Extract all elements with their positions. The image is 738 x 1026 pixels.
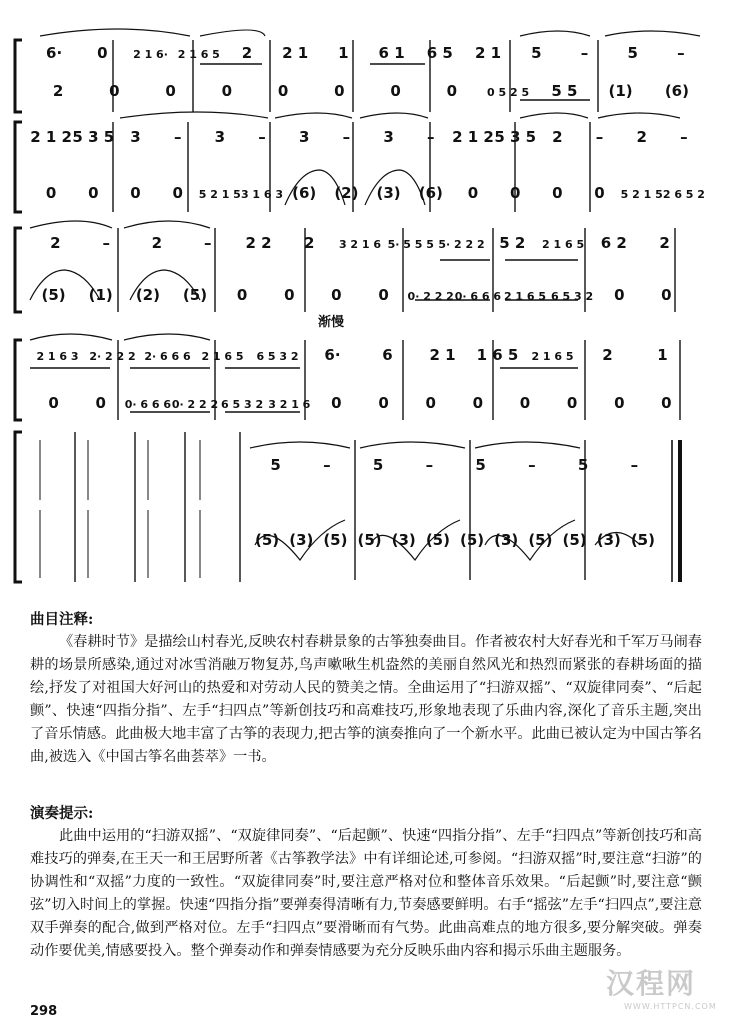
- score-row2-lower-token: 0: [88, 184, 99, 202]
- score-row3-upper-token: 5· 2 2 2: [438, 238, 485, 251]
- watermark: [606, 962, 718, 1011]
- score-row5-upper-token: –: [528, 456, 536, 474]
- score-row5-lower-token: (5): [425, 531, 450, 549]
- tips-heading: 演奏提示:: [30, 805, 94, 822]
- score-row2-lower-token: 0: [467, 184, 479, 202]
- score-row2-upper-token: –: [680, 128, 688, 146]
- score-row5-lower-token: (3): [494, 531, 519, 549]
- score-row4-upper-token: 2 1 6 5: [201, 350, 244, 363]
- score-row4-upper-token: 2 1 6 3: [36, 350, 79, 363]
- score-row1-upper-token: 5: [627, 44, 638, 62]
- score-row1-lower-token: (1): [608, 82, 633, 100]
- score-row1-lower-token: 0: [390, 82, 401, 100]
- score-row4-upper-token: 1: [657, 346, 668, 364]
- score-row4-upper-token: 2· 6 6 6: [144, 350, 191, 363]
- score-row2-upper-token: 2: [552, 128, 563, 146]
- score-row3-lower-token: (5): [182, 286, 208, 304]
- score-row2-upper-token: –: [173, 128, 182, 146]
- score-row1-upper-token: 1: [338, 44, 349, 62]
- score-row1-lower-token: 0 5 2 5: [487, 86, 530, 99]
- score-row2-lower-token: 0: [594, 184, 605, 202]
- score-row5-upper-token: 5: [577, 456, 589, 474]
- score-row5-lower-token: (3): [596, 531, 621, 549]
- score-row5-lower-token: (5): [357, 531, 382, 549]
- score-row4-upper-token: 2: [602, 346, 613, 364]
- score-row2-upper-token: 2: [636, 128, 647, 146]
- score-row3-upper-token: 3 2 1 6: [338, 238, 382, 251]
- score-row2-lower-token: (3): [376, 184, 401, 202]
- score-row5-upper-token: –: [323, 456, 331, 474]
- score-row1-lower-token: 0: [277, 82, 289, 100]
- score-row2-lower-token: 0: [552, 184, 563, 202]
- score-row4-lower-token: 0: [519, 394, 531, 412]
- score-row5-upper-token: 5: [475, 456, 486, 474]
- score-row1-lower-token: 0: [221, 82, 233, 100]
- score-row4-lower-token: 0· 2 2 2: [171, 398, 219, 411]
- score-row1-lower-token: (6): [664, 82, 689, 100]
- score-row3-lower-token: (2): [135, 286, 160, 304]
- score-row4-lower-token: 0: [48, 394, 59, 412]
- score-row3-upper-token: 5 2: [499, 234, 526, 252]
- score-row2-upper-token: –: [427, 128, 435, 146]
- score-row3-lower-token: (1): [88, 286, 113, 304]
- score-row4-upper-token: 2 1 6 5: [531, 350, 574, 363]
- score-row2-lower-token: 0: [45, 184, 57, 202]
- score-row1-upper-token: 2: [241, 44, 253, 62]
- score-row3-lower-token: 0: [378, 286, 389, 304]
- score-row3-upper-token: 2: [50, 234, 61, 252]
- score-row4-lower-token: 0: [472, 394, 484, 412]
- notes-body: 《春耕时节》是描绘山村春光,反映农村春耕景象的古筝独奏曲目。作者被农村大好春光和千军万马闹春耕的场景所感染,通过对冰雪消融万物复苏,鸟声嗽啾生机盎然的美丽自然风光和热烈而紧张的春耕场面的描绘,抒发了对祖国大好河山的热爱和对劳动人民的赞美之情。全曲运用了“扫游双摇”、“双旋律同奏”、“后起颤”、快速“四指分指”、左手“扫四点”等新创技巧和高难技巧,形象地表现了乐曲内容,深化了音乐主题,突出了音乐情感。此曲极大地丰富了古筝的表现力,把古筝的演奏推向了一个新水平。此曲已被认定为中国古筝名曲,被选入《中国古筝名曲荟萃》一书。: [30, 634, 702, 765]
- score-row2-upper-token: 3: [383, 128, 394, 146]
- watermark-title: 汉程网: [606, 967, 697, 1000]
- score-row3-upper-token: 2: [659, 234, 670, 252]
- score-row1-upper-token: 2 1: [282, 44, 309, 62]
- score-row2-lower-token: 5 2 1 5: [620, 188, 663, 201]
- score-row1-upper-token: –: [580, 44, 589, 62]
- score-row1-upper-token: –: [677, 44, 685, 62]
- score-row2-upper-token: 5 3 5: [72, 128, 115, 146]
- score-row3-lower-token: (5): [41, 286, 66, 304]
- score-row1-upper-token: 0: [97, 44, 108, 62]
- score-row1-upper-token: 6·: [46, 44, 63, 62]
- score-row5-upper-token: –: [630, 456, 639, 474]
- score-row4-lower-token: 0: [378, 394, 389, 412]
- score-row5-lower-token: (3): [289, 531, 314, 549]
- score-row3-upper-token: 2 1 6 5: [542, 238, 585, 251]
- score-row1-upper-token: 6 1: [378, 44, 405, 62]
- score-row4-lower-token: 3 2 1 6: [268, 398, 311, 411]
- score-row3-upper-token: –: [102, 234, 110, 252]
- score-row5-lower-token: (5): [323, 531, 348, 549]
- notes-section: [30, 608, 702, 769]
- score-row1-lower-token: 0: [109, 82, 120, 100]
- score-row3-lower-token: 0· 2 2 2: [407, 290, 454, 303]
- score-row2-lower-token: 2 6 5 2: [662, 188, 705, 201]
- watermark-url: WWW.HTTPCN.COM: [624, 1002, 717, 1011]
- score-row2-upper-token: 2 1 2: [30, 128, 72, 146]
- score-row4-lower-token: 0: [331, 394, 342, 412]
- score-row2-upper-token: 2 1 2: [452, 128, 494, 146]
- score-row3-lower-token: 6 5 3 2: [551, 290, 594, 303]
- score-row3-upper-token: 2: [151, 234, 163, 252]
- score-row3-upper-token: 2 2: [245, 234, 272, 252]
- score-row2-upper-token: –: [258, 128, 266, 146]
- score-row3-lower-token: 0: [284, 286, 295, 304]
- score-row2-upper-token: –: [342, 128, 351, 146]
- score-row2-lower-token: (2): [334, 184, 359, 202]
- score-row1-lower-token: 0: [334, 82, 345, 100]
- tips-section: [30, 802, 702, 963]
- score-row3-lower-token: 0: [236, 286, 248, 304]
- score-row1-lower-token: 5 5: [551, 82, 578, 100]
- score-row2-lower-token: 0: [509, 184, 521, 202]
- score-row3-lower-token: 2 1 6 5: [503, 290, 547, 303]
- tempo-marking: 渐慢: [318, 315, 345, 330]
- score-row2-lower-token: 0: [130, 184, 141, 202]
- score-row5-lower-token: (5): [630, 531, 655, 549]
- score-row1-upper-token: 2 1 6·: [133, 48, 168, 61]
- page-number: 298: [30, 1004, 58, 1019]
- score-row1-upper-token: 2 1: [474, 44, 502, 62]
- score-row2-upper-token: 3: [214, 128, 226, 146]
- score-row3-upper-token: 2: [303, 234, 315, 252]
- score-row1-upper-token: 5: [531, 44, 542, 62]
- score-row4-lower-token: 0· 6 6 6: [124, 398, 172, 411]
- score-row4-upper-token: 2 1: [429, 346, 456, 364]
- score-row1-lower-token: 0: [446, 82, 458, 100]
- score-row2-upper-token: 5 3 5: [494, 128, 537, 146]
- score-row5-upper-token: –: [425, 456, 434, 474]
- score-row3-lower-token: 0· 6 6 6: [454, 290, 502, 303]
- score-row4-upper-token: 6: [382, 346, 393, 364]
- notes-heading: 曲目注释:: [30, 611, 94, 628]
- score-row2-upper-token: –: [595, 128, 604, 146]
- score-row5-lower-token: (5): [255, 531, 280, 549]
- score-row3-lower-token: 0: [614, 286, 625, 304]
- score-row4-lower-token: 0: [425, 394, 436, 412]
- score-row5-lower-token: (5): [528, 531, 553, 549]
- score-row4-upper-token: 2· 2 2 2: [89, 350, 136, 363]
- score-row4-lower-token: 0: [661, 394, 672, 412]
- tips-body: 此曲中运用的“扫游双摇”、“双旋律同奏”、“后起颤”、快速“四指分指”、左手“扫四点”等新创技巧和高难技巧的弹奏,在王天一和王居野所著《古筝教学法》中有详细论述,可参阅。“扫游双摇”时,要注意“扫游”的协调性和“双摇”力度的一致性。“双旋律同奏”时,要注意严格对位和整体音乐效果。“后起颤”时,要注意“颤弦”切入时间上的掌握。快速“四指分指”要弹奏得清晰有力,节奏感要鲜明。右手“摇弦”左手“扫四点”,要注意双手弹奏的配合,做到严格对位。左手“扫四点”要滑晰而有气势。此曲高难点的地方很多,要分解突破。弹奏动作要优美,情感要投入。整个弹奏动作和弹奏情感要为充分反映乐曲内容和揭示乐曲主题服务。: [30, 828, 702, 959]
- score-row3-lower-token: 0: [661, 286, 672, 304]
- score-row2-lower-token: 3 1 6 3: [240, 188, 284, 201]
- score-row2-upper-token: 3: [298, 128, 310, 146]
- score-row4-lower-token: 6 5 3 2: [221, 398, 264, 411]
- score-row1-lower-token: 0: [165, 82, 176, 100]
- score-row4-upper-token: 6 5 3 2: [256, 350, 299, 363]
- score-row2-lower-token: 0: [172, 184, 183, 202]
- score-row5-lower-token: (5): [562, 531, 587, 549]
- score-row4-lower-token: 0: [566, 394, 578, 412]
- score-row2-lower-token: (6): [418, 184, 443, 202]
- score-row1-upper-token: 6 5: [426, 44, 453, 62]
- score-row3-upper-token: –: [203, 234, 212, 252]
- score-row4-lower-token: 0: [614, 394, 625, 412]
- score-row3-upper-token: 6 2: [600, 234, 627, 252]
- score-row3-lower-token: 0: [331, 286, 342, 304]
- score-row5-upper-token: 5: [270, 456, 281, 474]
- score-row2-lower-token: (6): [292, 184, 317, 202]
- score-row5-upper-token: 5: [372, 456, 384, 474]
- score-row5-lower-token: (3): [391, 531, 416, 549]
- score-row4-upper-token: 6·: [324, 346, 341, 364]
- score-row4-lower-token: 0: [95, 394, 106, 412]
- score-row1-upper-token: 2 1 6 5: [177, 48, 220, 61]
- score-row2-upper-token: 3: [130, 128, 141, 146]
- score-row4-upper-token: 1 6 5: [476, 346, 519, 364]
- score-row1-lower-token: 2: [52, 82, 64, 100]
- score-row2-lower-token: 5 2 1 5: [198, 188, 241, 201]
- score-row3-upper-token: 5· 5 5 5: [387, 238, 434, 251]
- score-row5-lower-token: (5): [460, 531, 485, 549]
